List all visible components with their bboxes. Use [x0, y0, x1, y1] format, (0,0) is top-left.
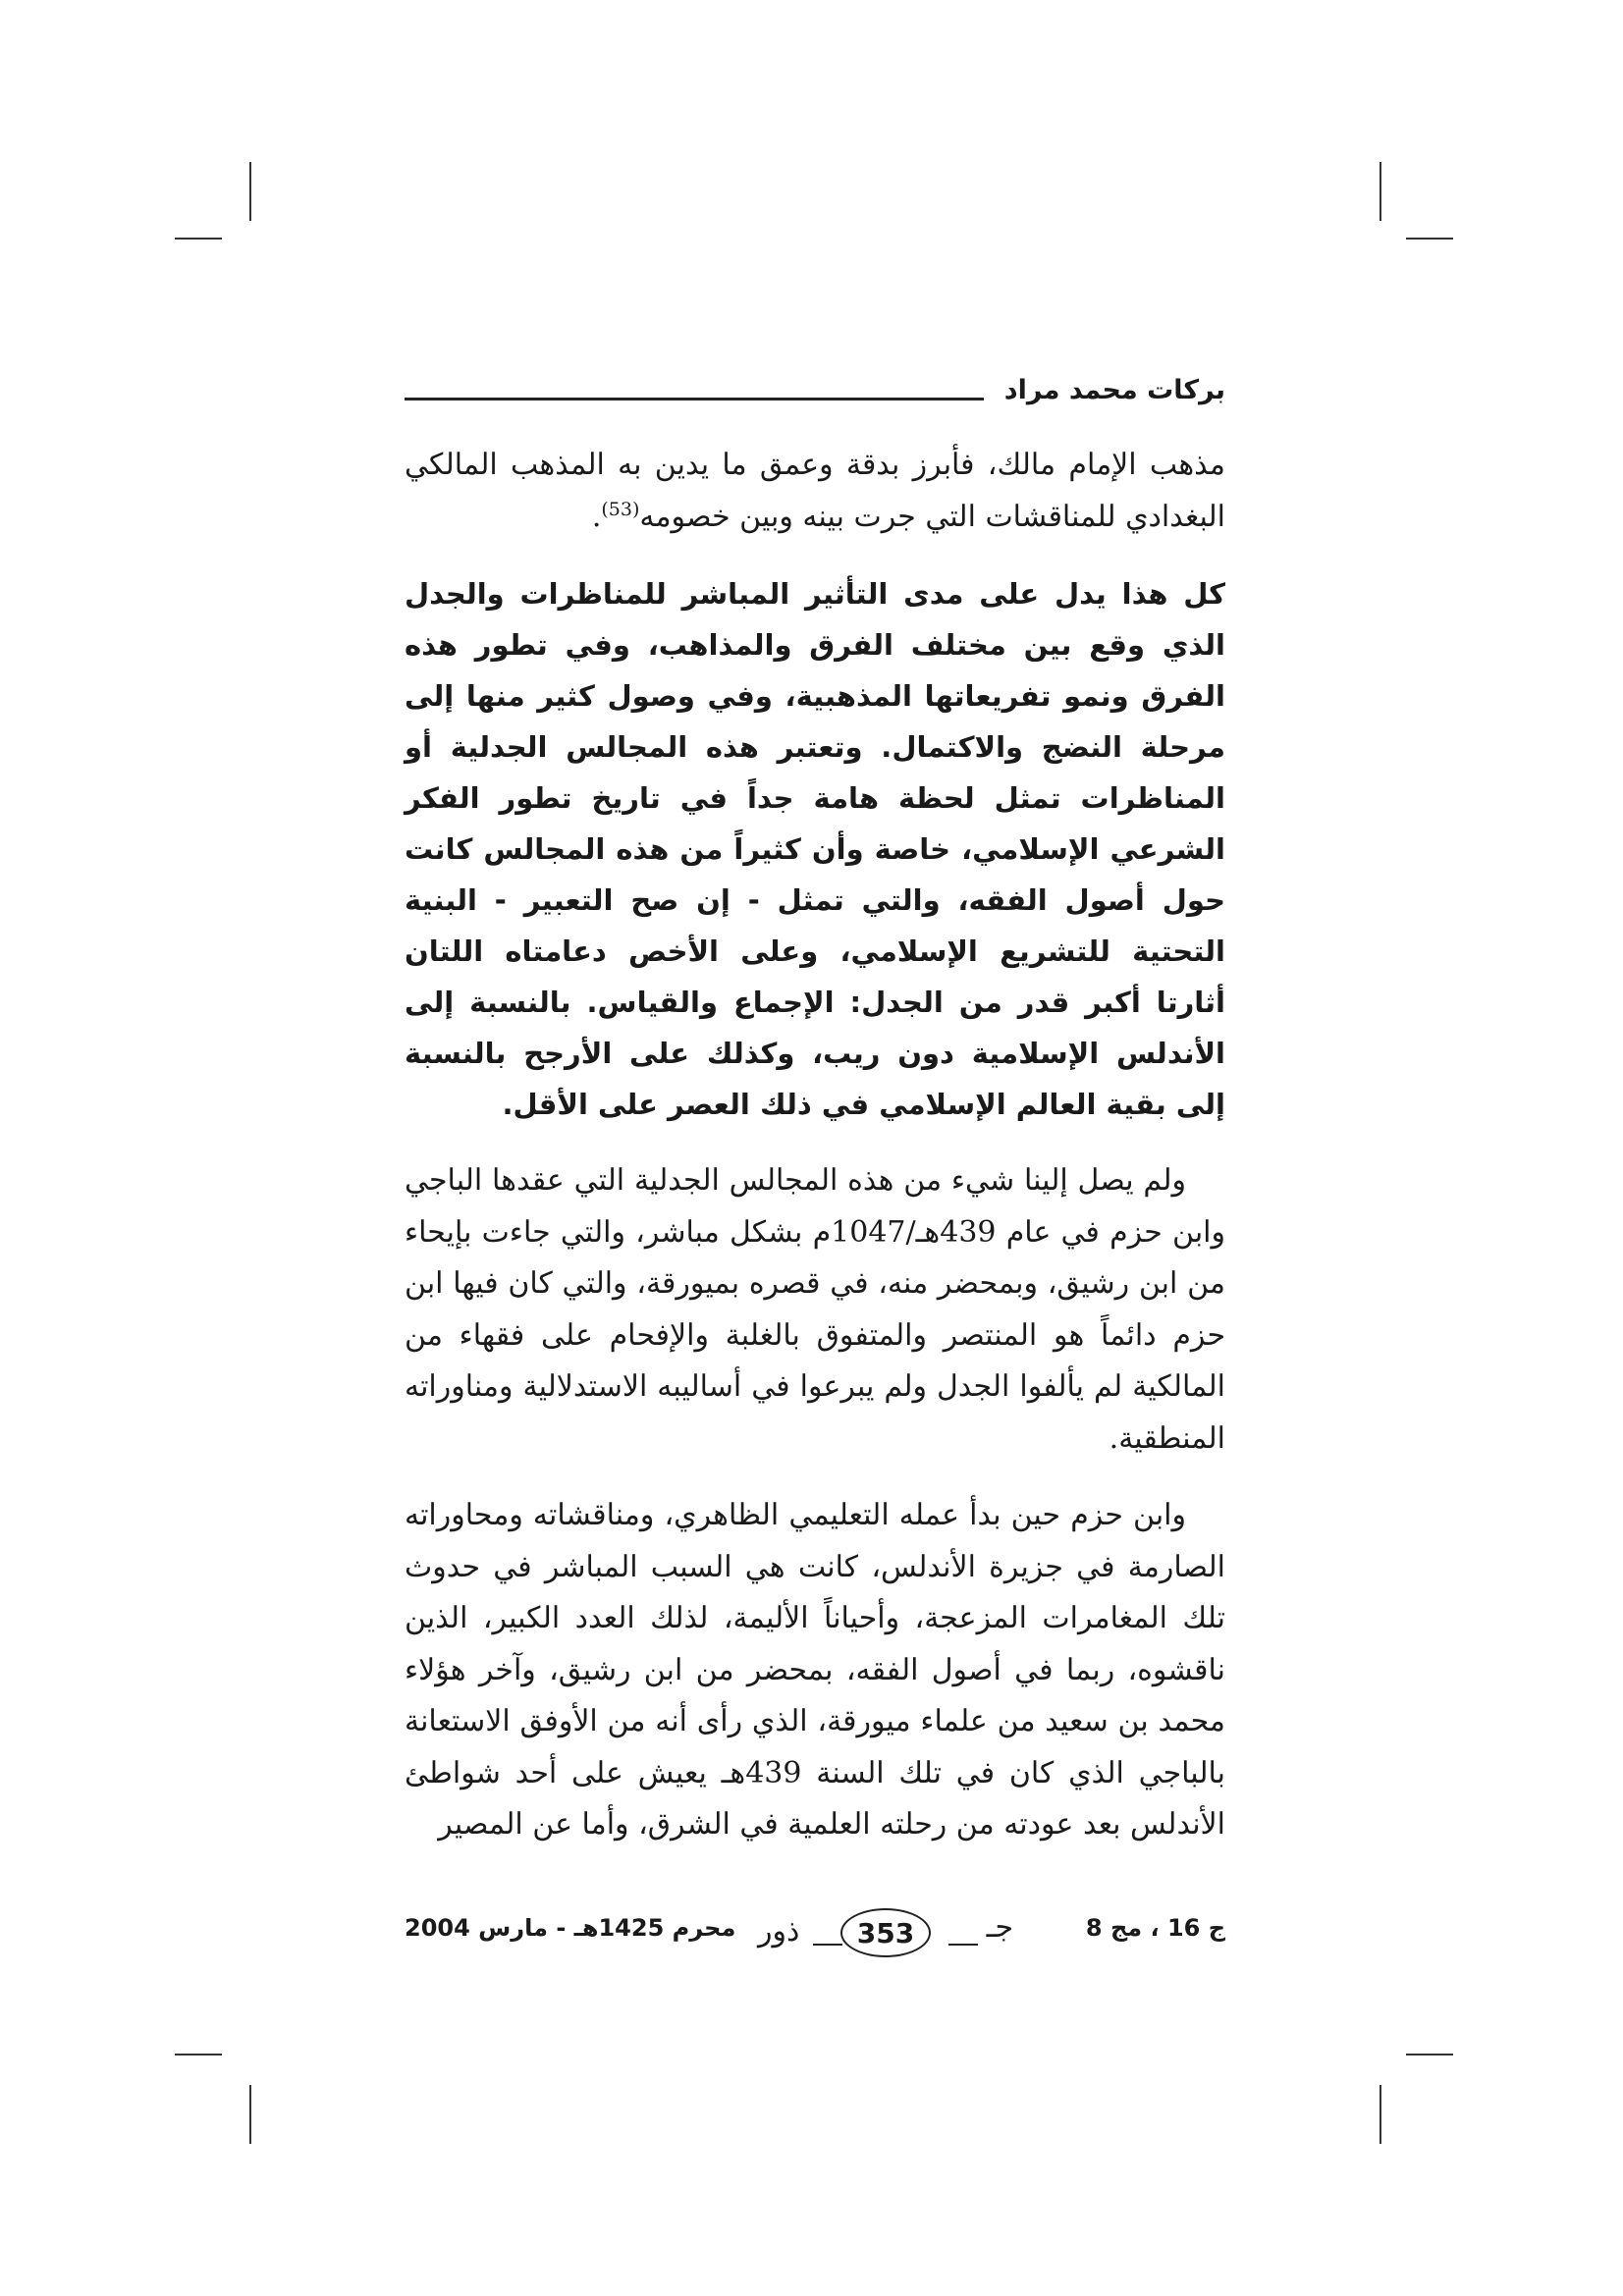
footer-date: محرم 1425هـ - مارس 2004 [405, 1914, 736, 1942]
logo-line-right [948, 1944, 978, 1946]
paragraph-1 [405, 440, 1225, 543]
crop-mark [1406, 2054, 1453, 2056]
journal-logo [758, 1904, 1013, 1963]
crop-mark [1406, 238, 1453, 240]
running-header [405, 371, 1225, 420]
paragraph-1-text: مذهب الإمام مالك، فأبرز بدقة وعمق ما يدين به المذهب المالكي البغدادي للمناقشات التي جرت بينه وبين خصومه [405, 448, 1225, 534]
header-rule [405, 398, 984, 400]
crop-mark [175, 2054, 222, 2056]
page-number: 353 [856, 1916, 915, 1949]
logo-line-left [813, 1944, 842, 1946]
crop-mark [249, 2085, 251, 2144]
journal-name-left: جـ [986, 1910, 1013, 1945]
paragraph-2-bold: كل هذا يدل على مدى التأثير المباشر للمناظرات والجدل الذي وقع بين مختلف الفرق والمذاهب، وفي تطور هذه الفرق ونمو تفريعاتها المذهبية، وفي وصول كثير منها إلى مرحلة النضج والاكتمال. وتعتبر هذه المجالس الجدلية أو المناظرات تمثل لحظة هامة جداً في تاريخ تطور الفكر الشرعي الإسلامي، خاصة وأن كثيراً من هذه المجالس كانت حول أصول الفقه، والتي تمثل - إن صح التعبير - البنية التحتية للتشريع الإسلامي، وعلى الأخص دعامتاه اللتان أثارتا أكبر قدر من الجدل: الإجماع والقياس. بالنسبة إلى الأندلس الإسلامية دون ريب، وكذلك على الأرجح بالنسبة إلى بقية العالم الإسلامي في ذلك العصر على الأقل. [405, 577, 1225, 1121]
page-footer [405, 1904, 1225, 1963]
crop-mark [175, 238, 222, 240]
paragraph-4: وابن حزم حين بدأ عمله التعليمي الظاهري، ومناقشاته ومحاوراته الصارمة في جزيرة الأندلس، كانت هي السبب المباشر في حدوث تلك المغامرات المزعجة، وأحياناً الأليمة، لذلك العدد الكبير، الذين ناقشوه، ربما في أصول الفقه، بمحضر من ابن رشيق، وآخر هؤلاء محمد بن سعيد من علماء ميورقة، الذي رأى أنه من الأوفق الاستعانة بالباجي الذي كان في تلك السنة 439هـ يعيش على أحد شواطئ الأندلس بعد عودته من رحلته العلمية في الشرق، وأما عن المصير [405, 1498, 1225, 1842]
article-body [405, 440, 1225, 1877]
journal-name-right: ذور [758, 1914, 800, 1949]
paragraph-3: ولم يصل إلينا شيء من هذه المجالس الجدلية التي عقدها الباجي وابن حزم في عام 439هـ/1047م بشكل مباشر، والتي جاءت بإيحاء من ابن رشيق، وبمحضر منه، في قصره بميورقة، والتي كان فيها ابن حزم دائماً هو المنتصر والمتفوق بالغلبة والإفحام على فقهاء من المالكية لم يألفوا الجدل ولم يبرعوا في أساليبه الاستدلالية ومناوراته المنطقية. [405, 1163, 1225, 1456]
footer-issue: ج 16 ، مج 8 [1085, 1914, 1225, 1942]
paragraph-1-end: . [591, 499, 602, 534]
header-author: بركات محمد مراد [1003, 375, 1225, 405]
crop-mark [249, 162, 251, 221]
crop-mark [1380, 2085, 1381, 2144]
page-number-badge [840, 1908, 931, 1957]
crop-mark [1380, 162, 1381, 221]
footnote-ref-53: (53) [601, 498, 640, 520]
